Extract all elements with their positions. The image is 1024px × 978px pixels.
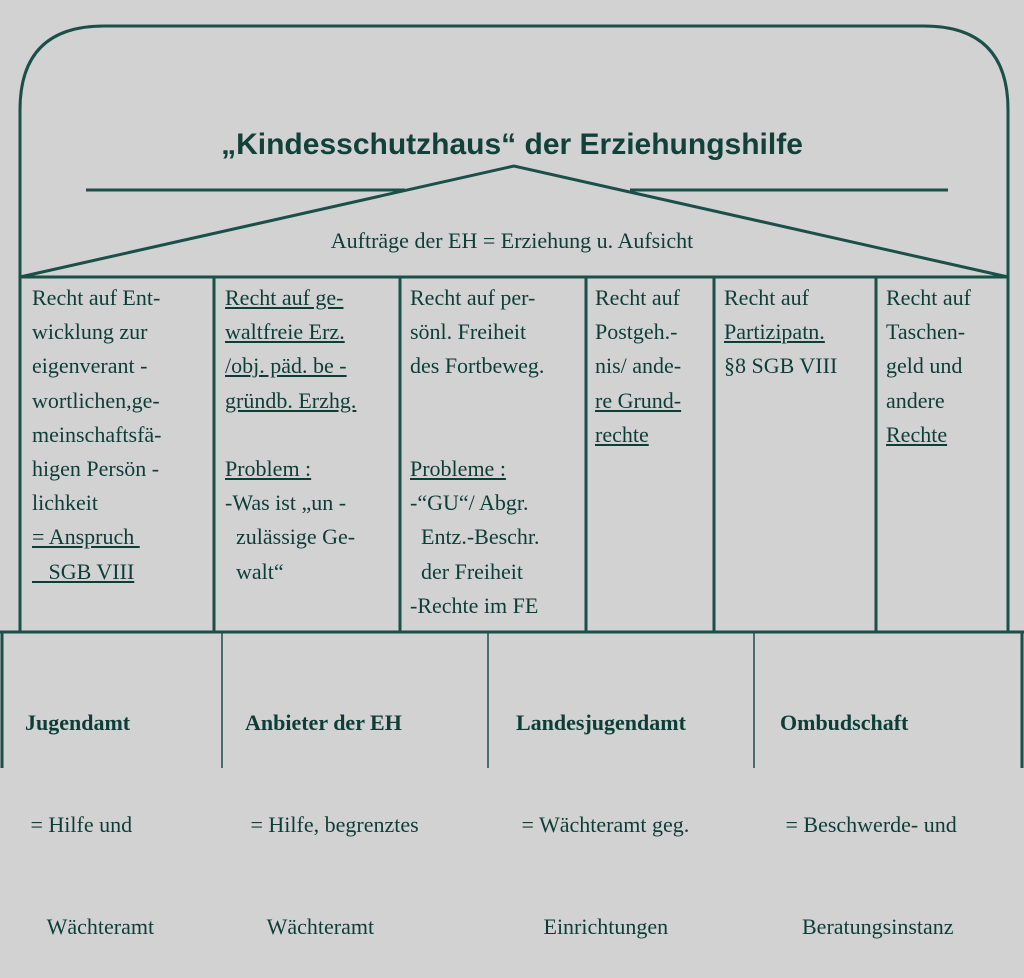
foundation-heading: Anbieter der EH xyxy=(245,710,402,735)
pillar-line: meinschaftsfä- xyxy=(32,421,162,447)
foundation-line: Einrichtungen xyxy=(516,914,669,939)
pillar-line: Taschen- xyxy=(886,319,966,345)
pillar-line: -Rechte im FE xyxy=(410,592,539,618)
pillar-line: = Anspruch xyxy=(32,524,140,550)
pillar-5 xyxy=(724,281,837,384)
foundation-line: = Beschwerde- und xyxy=(780,812,957,837)
pillar-line: Recht auf ge- xyxy=(225,285,344,310)
pillar-line: §8 SGB VIII xyxy=(724,353,838,379)
pillar-line: Postgeh.- xyxy=(595,319,678,345)
pillar-3 xyxy=(410,281,544,623)
foundation-line: = Hilfe, begrenztes xyxy=(245,812,419,837)
pillar-line: Problem : xyxy=(225,456,312,482)
pillar-line: gründb. Erzhg. xyxy=(225,387,357,413)
pillar-line xyxy=(410,384,544,418)
pillar-line: nis/ ande- xyxy=(595,353,682,379)
pillar-line xyxy=(225,418,356,452)
roof-gable xyxy=(20,166,1008,277)
foundation-jugendamt xyxy=(25,638,154,978)
pillar-line: Rechte xyxy=(886,421,948,447)
pillar-line: sönl. Freiheit xyxy=(410,319,527,345)
foundation-heading: Ombudschaft xyxy=(780,710,909,735)
pillar-line: Recht auf xyxy=(595,285,680,310)
pillar-line xyxy=(410,418,544,452)
pillar-line: Recht auf xyxy=(724,285,809,310)
pillar-line: lichkeit xyxy=(32,490,98,516)
foundation-line: Wächteramt xyxy=(245,914,375,939)
pillar-line: zulässige Ge- xyxy=(225,524,356,550)
pillar-4 xyxy=(595,281,681,452)
pillar-line: Probleme : xyxy=(410,456,506,482)
pillar-line: waltfreie Erz. xyxy=(225,319,345,345)
pillar-line: der Freiheit xyxy=(410,558,524,584)
pillar-2 xyxy=(225,281,356,589)
pillar-line: wortlichen,ge- xyxy=(32,387,160,413)
pillar-line: Recht auf xyxy=(886,285,971,310)
foundation-line: = Hilfe und xyxy=(25,812,133,837)
foundation-line: Wächteramt xyxy=(25,914,155,939)
pillar-line: -“GU“/ Abgr. xyxy=(410,490,529,516)
pillar-line: andere xyxy=(886,387,945,413)
pillar-line: SGB VIII xyxy=(32,558,135,584)
diagram-title: „Kindesschutzhaus“ der Erziehungshilfe xyxy=(221,128,803,161)
pillar-line: Entz.-Beschr. xyxy=(410,524,540,550)
pillar-line: wicklung zur xyxy=(32,319,148,345)
pillar-1 xyxy=(32,281,162,589)
pillar-line: re Grund- xyxy=(595,387,682,413)
foundation-heading: Landesjugendamt xyxy=(516,710,686,735)
pillar-line: -Was ist „un - xyxy=(225,490,347,516)
pillar-line: /obj. päd. be - xyxy=(225,353,347,379)
pillar-line: eigenverant - xyxy=(32,353,148,379)
pillar-line: geld und xyxy=(886,353,963,379)
pillar-line: Partizipatn. xyxy=(724,319,825,345)
pillar-line: Recht auf per- xyxy=(410,285,536,310)
pillar-line: rechte xyxy=(595,421,649,447)
pillar-line: Recht auf Ent- xyxy=(32,285,161,310)
foundation-heading: Jugendamt xyxy=(25,710,131,735)
pillar-line: walt“ xyxy=(225,558,284,584)
pillar-6 xyxy=(886,281,971,452)
foundation-landesjugendamt xyxy=(516,638,689,978)
roof-label: Aufträge der EH = Erziehung u. Aufsicht xyxy=(330,228,694,253)
foundation-anbieter xyxy=(245,638,419,978)
pillar-line: higen Persön - xyxy=(32,456,160,482)
foundation-line: Beratungsinstanz xyxy=(780,914,954,939)
pillar-line: des Fortbeweg. xyxy=(410,353,545,379)
foundation-line: = Wächteramt geg. xyxy=(516,812,690,837)
foundation-ombudschaft xyxy=(780,638,957,978)
